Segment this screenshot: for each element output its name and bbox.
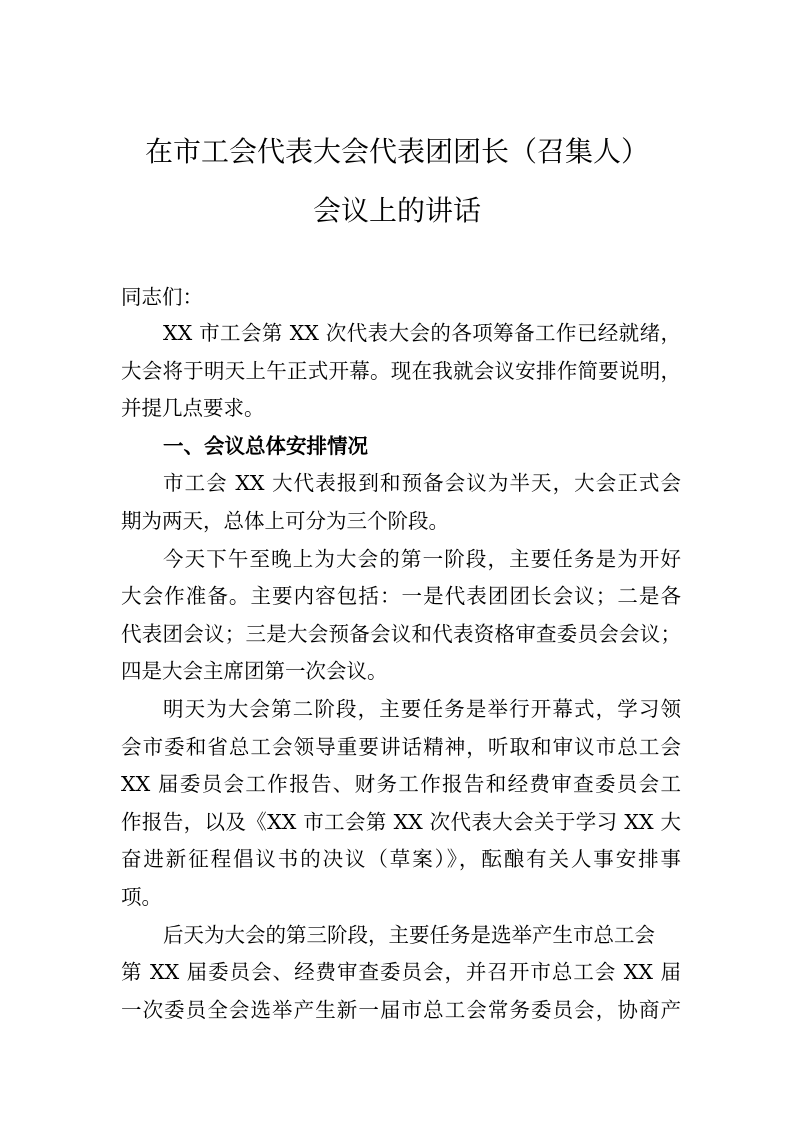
body-line: 代表团会议；三是大会预备会议和代表资格审查委员会会议； (121, 622, 681, 646)
section-heading: 一、会议总体安排情况 (163, 434, 368, 458)
body-line: 大会作准备。主要内容包括：一是代表团团长会议；二是各 (121, 584, 681, 608)
body-line: 作报告，以及《XX 市工会第 XX 次代表大会关于学习 XX 大 (121, 810, 681, 834)
body-line: XX 市工会第 XX 次代表大会的各项筹备工作已经就绪， (163, 321, 681, 345)
body-line: 明天为大会第二阶段，主要任务是举行开幕式，学习领 (163, 697, 681, 721)
title-line-1: 在市工会代表大会代表团团长（召集人） (144, 135, 649, 168)
body-line: 项。 (121, 885, 162, 909)
body-line: 会市委和省总工会领导重要讲话精神，听取和审议市总工会 (121, 735, 681, 759)
body-line: 并提几点要求。 (121, 396, 265, 420)
body-line: 大会将于明天上午正式开幕。现在我就会议安排作简要说明， (121, 359, 681, 383)
body-line: 期为两天，总体上可分为三个阶段。 (121, 509, 449, 533)
salutation: 同志们： (121, 285, 203, 309)
body-line: 今天下午至晚上为大会的第一阶段，主要任务是为开好 (163, 547, 681, 571)
body-line: 四是大会主席团第一次会议。 (121, 659, 388, 683)
body-line: 奋进新征程倡议书的决议（草案）》，酝酿有关人事安排事 (121, 847, 681, 871)
body-line: 一次委员全会选举产生新一届市总工会常务委员会，协商产 (121, 998, 681, 1022)
body-line: XX 届委员会工作报告、财务工作报告和经费审查委员会工 (121, 772, 681, 796)
body-line: 第 XX 届委员会、经费审查委员会，并召开市总工会 XX 届 (121, 960, 681, 984)
body-line: 市工会 XX 大代表报到和预备会议为半天，大会正式会 (163, 471, 681, 495)
title-line-2: 会议上的讲话 (312, 194, 481, 227)
body-line: 后天为大会的第三阶段，主要任务是选举产生市总工会 (163, 923, 655, 947)
